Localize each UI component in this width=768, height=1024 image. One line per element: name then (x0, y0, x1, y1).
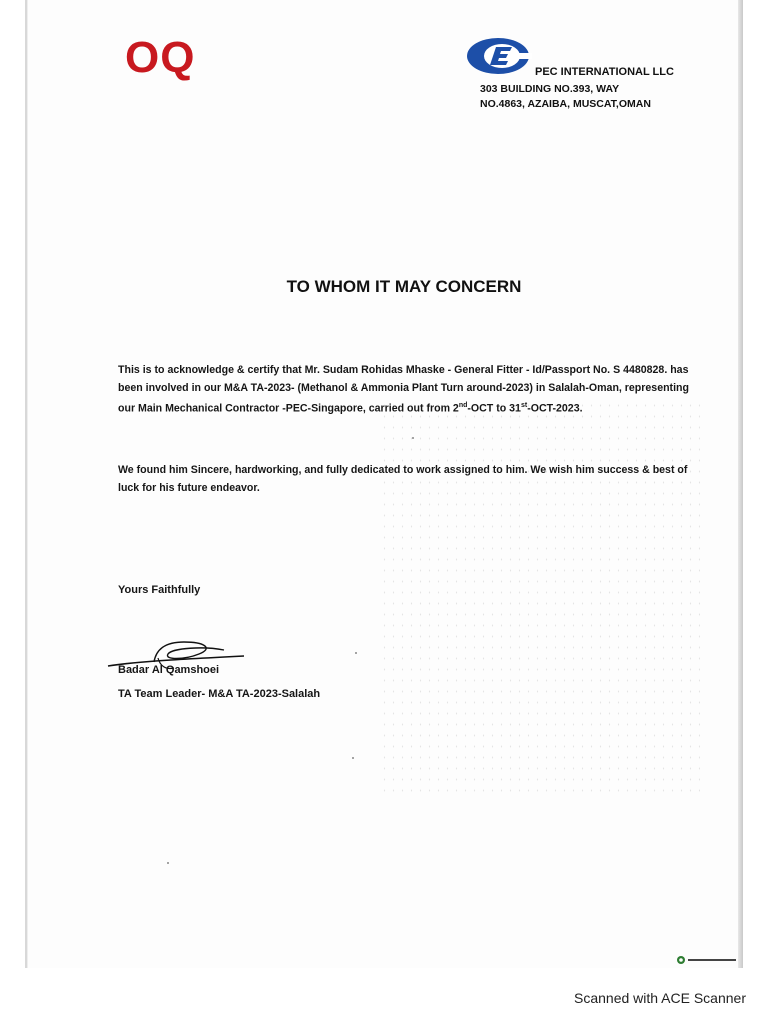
ace-scanner-icon (676, 955, 738, 965)
document-title: TO WHOM IT MAY CONCERN (286, 277, 522, 296)
recommendation-paragraph: We found him Sincere, hardworking, and fully dedicated to work assigned to him. We wish him success & best of luck for his future endeavor. (118, 464, 688, 494)
scan-dot (167, 862, 169, 864)
address-line: 303 BUILDING NO.393, WAY (480, 83, 620, 95)
scanner-footer: Scanned with ACE Scanner (574, 990, 746, 1006)
address-line: NO.4863, AZAIBA, MUSCAT,OMAN (480, 98, 651, 110)
paragraph-text: This is to acknowledge & certify that Mr. Sudam Rohidas Mhaske - General Fitter - Id/Passport No. S 4480828. has been involved in our M&A TA-2023- (Methanol & Ammonia Plant Turn around-2023) in Salalah-Oman, representing our Main Mechanical Contractor -PEC-Singapore, carried out from 2 (118, 364, 689, 415)
pec-logo-icon (466, 36, 534, 76)
scan-dot (355, 652, 357, 654)
paragraph-text: -OCT-2023. (527, 402, 583, 415)
closing-salutation: Yours Faithfully (118, 584, 201, 596)
company-name: PEC INTERNATIONAL LLC (535, 66, 674, 78)
oq-logo: OQ (125, 33, 196, 82)
superscript: nd (458, 402, 468, 409)
page-edge-shadow (738, 0, 743, 968)
scan-dot (412, 437, 414, 439)
certification-paragraph (118, 361, 693, 418)
paragraph-text: -OCT to 31 (467, 402, 521, 415)
scan-dot (352, 757, 354, 759)
superscript: st (520, 402, 528, 409)
signer-title: TA Team Leader- M&A TA-2023-Salalah (118, 688, 321, 700)
signer-name: Badar Al Qamshoei (118, 664, 220, 676)
company-address (480, 82, 651, 112)
scan-speckle (380, 400, 700, 800)
